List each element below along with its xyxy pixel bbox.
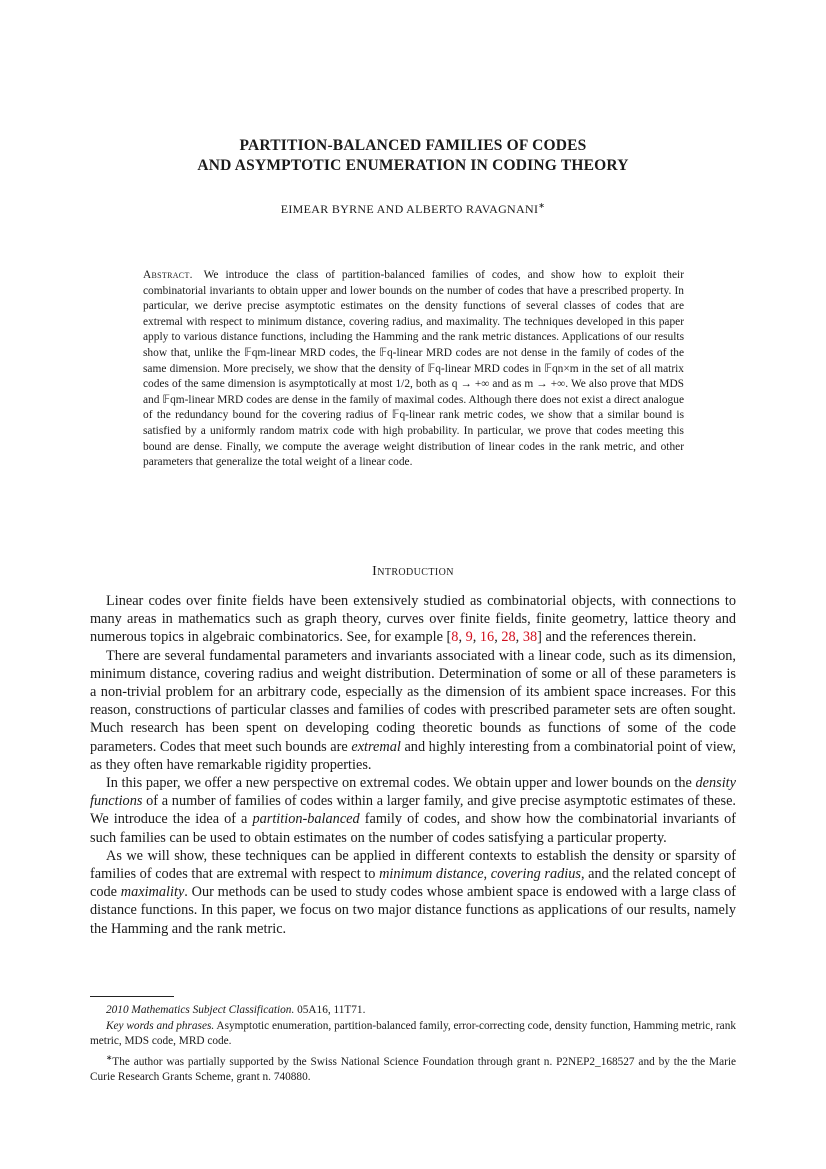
abstract-label: Abstract. xyxy=(143,269,193,281)
emphasis-text: partition-balanced xyxy=(252,811,360,828)
paragraph-text: , and the related concept of code xyxy=(90,866,736,901)
emphasis-text: covering radius xyxy=(490,866,581,883)
abstract xyxy=(143,268,684,471)
author-footnote-mark: ∗ xyxy=(538,201,546,210)
footnote-mark: ∗ xyxy=(106,1052,113,1062)
title-line-2: AND ASYMPTOTIC ENUMERATION IN CODING THEORY xyxy=(197,157,629,174)
footnote-keywords xyxy=(90,1019,736,1050)
paragraph-text: , xyxy=(483,866,491,883)
author-line xyxy=(90,201,736,217)
author-names: EIMEAR BYRNE AND ALBERTO RAVAGNANI xyxy=(280,202,539,216)
section-heading-introduction: Introduction xyxy=(372,564,454,579)
paper-title xyxy=(90,136,736,176)
emphasis-text: minimum distance xyxy=(379,866,484,883)
paragraph-text: of a number of families of codes within a larger family, and give precise asymptotic estimates of these. We introduce the idea of a xyxy=(90,793,736,828)
citation-link[interactable]: 28 xyxy=(501,629,516,646)
paragraph-text: In this paper, we offer a new perspective on extremal codes. We obtain upper and lower bounds on the xyxy=(106,775,696,792)
footnote-text: The author was partially supported by the Swiss National Science Foundation through grant n. P2NEP2_168527 and by the the Marie Curie Research Grants Scheme, grant n. 740880. xyxy=(90,1055,736,1084)
footnote-label: 2010 Mathematics Subject Classification. xyxy=(106,1004,295,1016)
title-line-1: PARTITION-BALANCED FAMILIES OF CODES xyxy=(239,137,587,154)
paragraph-text: ] and the references therein. xyxy=(537,629,697,646)
emphasis-text: extremal xyxy=(351,738,401,755)
introduction-body xyxy=(90,592,736,938)
footnote-msc xyxy=(90,1003,736,1019)
paragraph-text: Linear codes over finite fields have been extensively studied as combinatorial objects, with connections to many areas in mathematics such as graph theory, curves over finite fields, finite geometry, lattice theory and numerous topics in algebraic combinatorics. See, for example [ xyxy=(90,593,736,646)
paragraph-text: . Our methods can be used to study codes whose ambient space is endowed with a large class of distance functions. In this paper, we focus on two major distance functions as applications of our results, namely the Hamming and the rank metric. xyxy=(90,884,736,937)
paragraph-text: As we will show, these techniques can be applied in different contexts to establish the density or sparsity of families of codes that are extremal with respect to xyxy=(90,847,736,883)
paragraph-2 xyxy=(90,647,736,774)
paragraph-3 xyxy=(90,774,736,847)
abstract-text: We introduce the class of partition-balanced families of codes, and show how to exploit their combinatorial invariants to obtain upper and lower bounds on the number of codes that have a prescribed property. In particular, we derive precise asymptotic estimates on the density functions of several classes of codes that are extremal with respect to minimum distance, covering radius, and maximality. The techniques developed in this paper apply to various distance functions, including the Hamming and the rank metric distances. Applications of our results show that, unlike the 𝔽qm-linear MRD codes, the 𝔽q-linear MRD codes are not dense in the family of codes of the same dimension. More precisely, we show that the density of 𝔽q-linear MRD codes in 𝔽qn×m in the set of all matrix codes of the same dimension is asymptotically at most 1/2, both as q → +∞ and as m → +∞. We also prove that MDS and 𝔽qm-linear MRD codes are dense in the family of maximal codes. Although there does not exist a direct analogue of the redundancy bound for the covering radius of 𝔽q-linear rank metric codes, we show that a similar bound is satisfied by a uniformly random matrix code with high probability. In particular, we prove that codes meeting this bound are dense. Finally, we compute the average weight distribution of linear codes in the rank metric, and other parameters that generalize the total weight of a linear code. xyxy=(143,269,684,469)
paragraph-text: There are several fundamental parameters and invariants associated with a linear code, such as its dimension, minimum distance, covering radius and weight distribution. Determination of some or all of these parameters is a non-trivial problem for an arbitrary code, especially as the dimension of its ambient space increases. For this reason, constructions of particular classes and families of codes with prescribed parameter sets are often sought. Much research has been spent on developing coding theoretic bounds as functions of some of the code parameters. Codes that meet such bounds are xyxy=(90,647,736,755)
footnote-divider xyxy=(90,996,174,997)
citation-link[interactable]: 9 xyxy=(465,629,473,646)
paragraph-1: Linear codes over finite fields have been extensively studied as combinatorial objects, with connections to many areas in mathematics such as graph theory, curves over finite fields, finite geometry, lattice theory and numerous topics in algebraic combinatorics. See, for example [8, 9, 16, 28, 38] and the references therein. xyxy=(90,593,736,646)
paragraph-text: and highly interesting from a combinatorial point of view, as they often have remarkable rigidity properties. xyxy=(90,738,736,773)
footnote-text: Asymptotic enumeration, partition-balanced family, error-correcting code, density function, Hamming metric, rank metric, MDS code, MRD code. xyxy=(90,1019,736,1048)
emphasis-text: density functions xyxy=(90,775,736,810)
paragraph-text: family of codes, and show how the combinatorial invariants of such families can be used to obtain estimates on the number of codes satisfying a particular property. xyxy=(90,811,737,846)
footnote-label: Key words and phrases. xyxy=(106,1019,215,1032)
paragraph-4 xyxy=(90,847,736,938)
footnotes xyxy=(90,1003,736,1086)
emphasis-text: maximality xyxy=(120,884,185,901)
citation-link[interactable]: 16 xyxy=(479,629,495,646)
citation-link[interactable]: 8 xyxy=(451,629,459,646)
citation-link[interactable]: 38 xyxy=(522,629,538,646)
footnote-text: 05A16, 11T71. xyxy=(294,1004,366,1016)
footnote-funding xyxy=(90,1050,736,1086)
